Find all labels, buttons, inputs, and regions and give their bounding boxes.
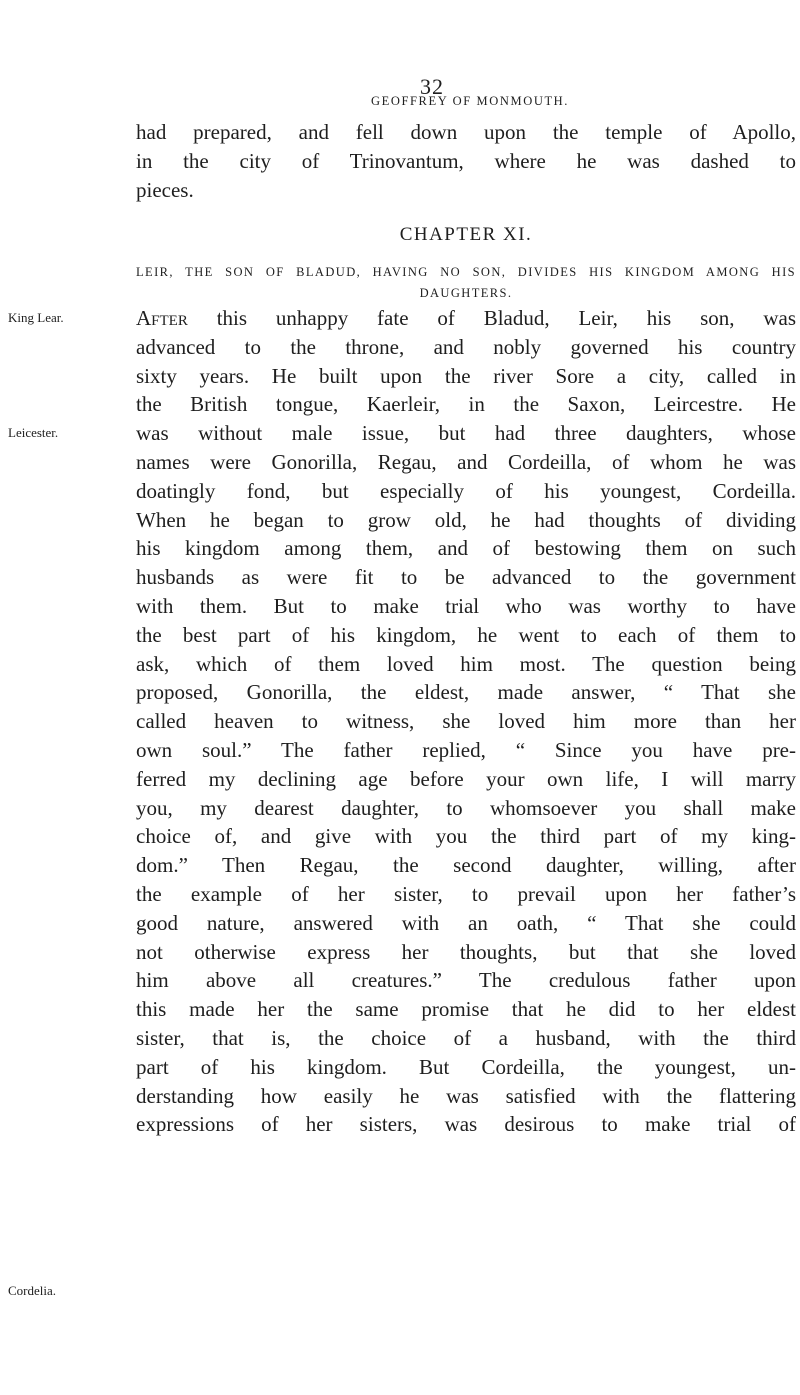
text-line: the British tongue, Kaerleir, in the Saxon, Leircestre. He <box>136 392 796 417</box>
intro-paragraph <box>136 118 796 204</box>
drop-word: After <box>136 306 188 330</box>
main-paragraph <box>136 304 796 1139</box>
chapter-summary: LEIR, THE SON OF BLADUD, HAVING NO SON, DIVIDES HIS KINGDOM AMONG HIS DAUGHTERS. <box>136 265 796 300</box>
margin-note-cordelia: Cordelia. <box>8 1283 57 1298</box>
text-line: in the city of Trinovantum, where he was dashed to <box>136 148 796 173</box>
text-line: derstanding how easily he was satisfied with the flattering <box>136 1083 796 1108</box>
text-line: good nature, answered with an oath, “ That she could <box>136 910 796 935</box>
text-line: names were Gonorilla, Regau, and Cordeilla, of whom he was <box>136 449 796 474</box>
text-line: When he began to grow old, he had thoughts of dividing <box>136 507 796 532</box>
text-line: sister, that is, the choice of a husband, with the third <box>136 1025 796 1050</box>
text-line: husbands as were fit to be advanced to the government <box>136 565 796 590</box>
text-line: advanced to the throne, and nobly governed his country <box>136 334 796 359</box>
text-line: with them. But to make trial who was worthy to have <box>136 593 796 618</box>
text-line: him above all creatures.” The credulous father upon <box>136 968 796 993</box>
text-line: you, my dearest daughter, to whomsoever you shall make <box>136 795 796 820</box>
text-line: dom.” Then Regau, the second daughter, willing, after <box>136 853 796 878</box>
text-line: proposed, Gonorilla, the eldest, made answer, “ That she <box>136 680 796 705</box>
text-line: ferred my declining age before your own life, I will marry <box>136 766 796 791</box>
running-head: GEOFFREY OF MONMOUTH. <box>370 94 570 108</box>
text-line: not otherwise express her thoughts, but that she loved <box>136 939 796 964</box>
text-line: choice of, and give with you the third part of my king- <box>136 824 796 849</box>
page-number: 32 <box>420 74 444 99</box>
margin-note-leicester: Leicester. <box>8 425 59 440</box>
text-line: the best part of his kingdom, he went to each of them to <box>136 622 796 647</box>
text-line <box>136 304 796 333</box>
text-line: sixty years. He built upon the river Sore a city, called in <box>136 363 796 388</box>
text-line: pieces. <box>136 177 194 202</box>
text-line: expressions of her sisters, was desirous to make trial of <box>136 1112 796 1137</box>
text-line: had prepared, and fell down upon the temple of Apollo, <box>136 120 796 144</box>
text-line: part of his kingdom. But Cordeilla, the youngest, un- <box>136 1054 796 1079</box>
text-line: his kingdom among them, and of bestowing them on such <box>136 536 796 561</box>
text-line: doatingly fond, but especially of his youngest, Cordeilla. <box>136 478 796 503</box>
text-line: was without male issue, but had three daughters, whose <box>136 421 796 446</box>
margin-note-king-lear: King Lear. <box>8 310 64 325</box>
chapter-title: CHAPTER XI. <box>399 224 533 245</box>
text-line: the example of her sister, to prevail upon her father’s <box>136 881 796 906</box>
first-line-text: this unhappy fate of Bladud, Leir, his son, was <box>187 306 796 330</box>
text-line: called heaven to witness, she loved him more than her <box>136 709 796 734</box>
text-line: this made her the same promise that he did to her eldest <box>136 997 796 1022</box>
text-line: own soul.” The father replied, “ Since you have pre- <box>136 737 796 762</box>
text-line: ask, which of them loved him most. The question being <box>136 651 796 676</box>
